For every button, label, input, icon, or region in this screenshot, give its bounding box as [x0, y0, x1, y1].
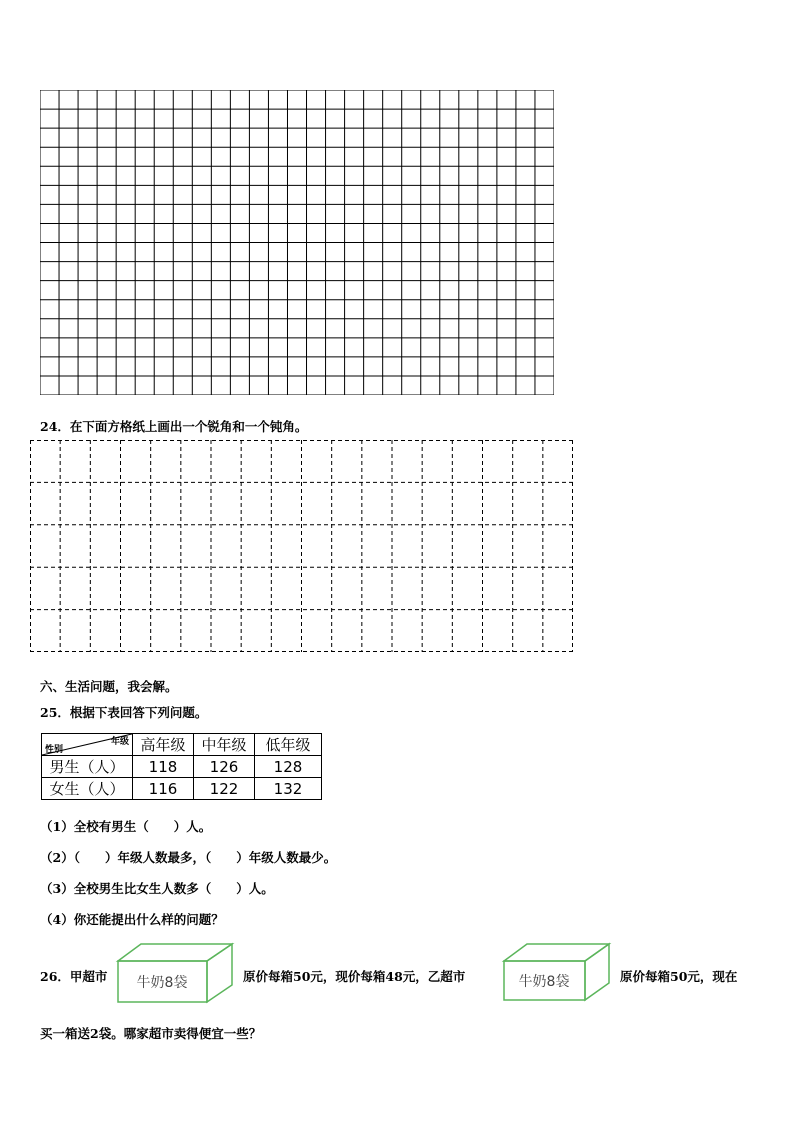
square-grid-paper — [40, 90, 554, 395]
question-26-line-2: 买一箱送2袋。哪家超市卖得便宜一些？ — [40, 1026, 262, 1041]
question-25-part-2: （2）（ ）年级人数最多，（ ）年级人数最少。 — [40, 850, 337, 865]
question-26-part-3: 原价每箱50元，现在 — [620, 969, 738, 984]
corner-top-label: 年级 — [110, 737, 129, 747]
table-cell: 128 — [255, 756, 322, 778]
question-25-part-1: （1）全校有男生（ ）人。 — [40, 819, 212, 834]
dashed-grid-paper — [30, 440, 573, 652]
table-cell: 118 — [133, 756, 194, 778]
milk-box-icon — [501, 941, 613, 1003]
question-25-part-3: （3）全校男生比女生人数多（ ）人。 — [40, 881, 274, 896]
table-row — [42, 778, 322, 800]
question-26-part-2: 原价每箱50元，现价每箱48元，乙超市 — [243, 969, 466, 984]
question-26-part-1: 26．甲超市 — [40, 969, 108, 984]
milk-box-label: 牛奶8袋 — [136, 975, 188, 991]
grade-gender-table — [41, 733, 322, 800]
milk-box-label: 牛奶8袋 — [518, 974, 570, 990]
table-cell: 132 — [255, 778, 322, 800]
column-header: 低年级 — [255, 734, 322, 756]
table-cell: 122 — [194, 778, 255, 800]
corner-bottom-label: 性别 — [45, 745, 64, 755]
table-row — [42, 756, 322, 778]
column-header: 高年级 — [133, 734, 194, 756]
question-24: 24．在下面方格纸上画出一个锐角和一个钝角。 — [40, 419, 308, 434]
milk-box-icon — [115, 941, 237, 1005]
question-25-part-4: （4）你还能提出什么样的问题？ — [40, 912, 224, 927]
table-corner-cell — [42, 734, 133, 756]
section-six-heading: 六、生活问题，我会解。 — [40, 679, 178, 694]
question-25-intro: 25．根据下表回答下列问题。 — [40, 705, 208, 720]
row-label: 女生（人） — [42, 778, 133, 800]
table-cell: 116 — [133, 778, 194, 800]
row-label: 男生（人） — [42, 756, 133, 778]
table-cell: 126 — [194, 756, 255, 778]
column-header: 中年级 — [194, 734, 255, 756]
